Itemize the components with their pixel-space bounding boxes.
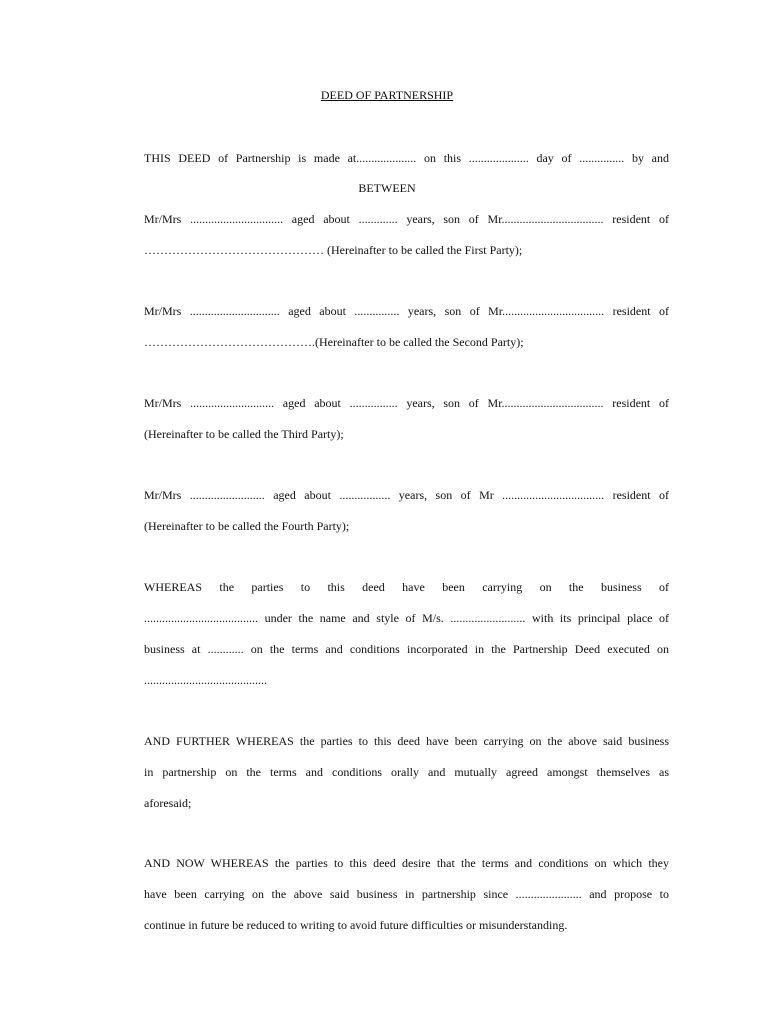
first-party-line-2: ……………………………………… (Hereinafter to be called the First Party); bbox=[144, 243, 523, 257]
whereas-line-1: WHEREAS the parties to this deed have been carrying on the business of bbox=[144, 580, 669, 594]
fourth-party-line-2: (Hereinafter to be called the Fourth Party); bbox=[144, 519, 350, 533]
whereas-line-3: business at ............ on the terms and conditions incorporated in the Partnership Deed executed on bbox=[144, 642, 669, 656]
whereas-line-2: ...................................... under the name and style of M/s. ......................... with its principal place of bbox=[144, 611, 669, 625]
between-heading: BETWEEN bbox=[358, 181, 416, 195]
deed-title: DEED OF PARTNERSHIP bbox=[320, 88, 454, 102]
now-whereas-line-3: continue in future be reduced to writing to avoid future difficulties or misunderstanding. bbox=[144, 918, 568, 932]
fourth-party-line-1: Mr/Mrs ......................... aged about ................. years, son of Mr .................................. resident of bbox=[144, 488, 669, 502]
further-whereas-line-1: AND FURTHER WHEREAS the parties to this deed have been carrying on the above said business bbox=[144, 734, 669, 748]
intro-line: THIS DEED of Partnership is made at.................... on this .................... day of ............... by and bbox=[144, 151, 669, 165]
second-party-line-1: Mr/Mrs .............................. aged about ............... years, son of Mr.................................. resident of bbox=[144, 304, 669, 318]
second-party-line-2: …………………………………….(Hereinafter to be called the Second Party); bbox=[144, 335, 524, 349]
first-party-line-1: Mr/Mrs ............................... aged about ............. years, son of Mr.................................. resident of bbox=[144, 212, 669, 226]
third-party-line-1: Mr/Mrs ............................ aged about ................ years, son of Mr.................................. resident of bbox=[144, 396, 669, 410]
further-whereas-line-3: aforesaid; bbox=[144, 796, 192, 810]
now-whereas-line-1: AND NOW WHEREAS the parties to this deed desire that the terms and conditions on which they bbox=[144, 856, 669, 870]
whereas-line-4: ......................................... bbox=[144, 673, 267, 687]
third-party-line-2: (Hereinafter to be called the Third Party); bbox=[144, 427, 344, 441]
now-whereas-line-2: have been carrying on the above said business in partnership since ...................... and propose to bbox=[144, 887, 669, 901]
further-whereas-line-2: in partnership on the terms and conditions orally and mutually agreed amongst themselves as bbox=[144, 765, 669, 779]
